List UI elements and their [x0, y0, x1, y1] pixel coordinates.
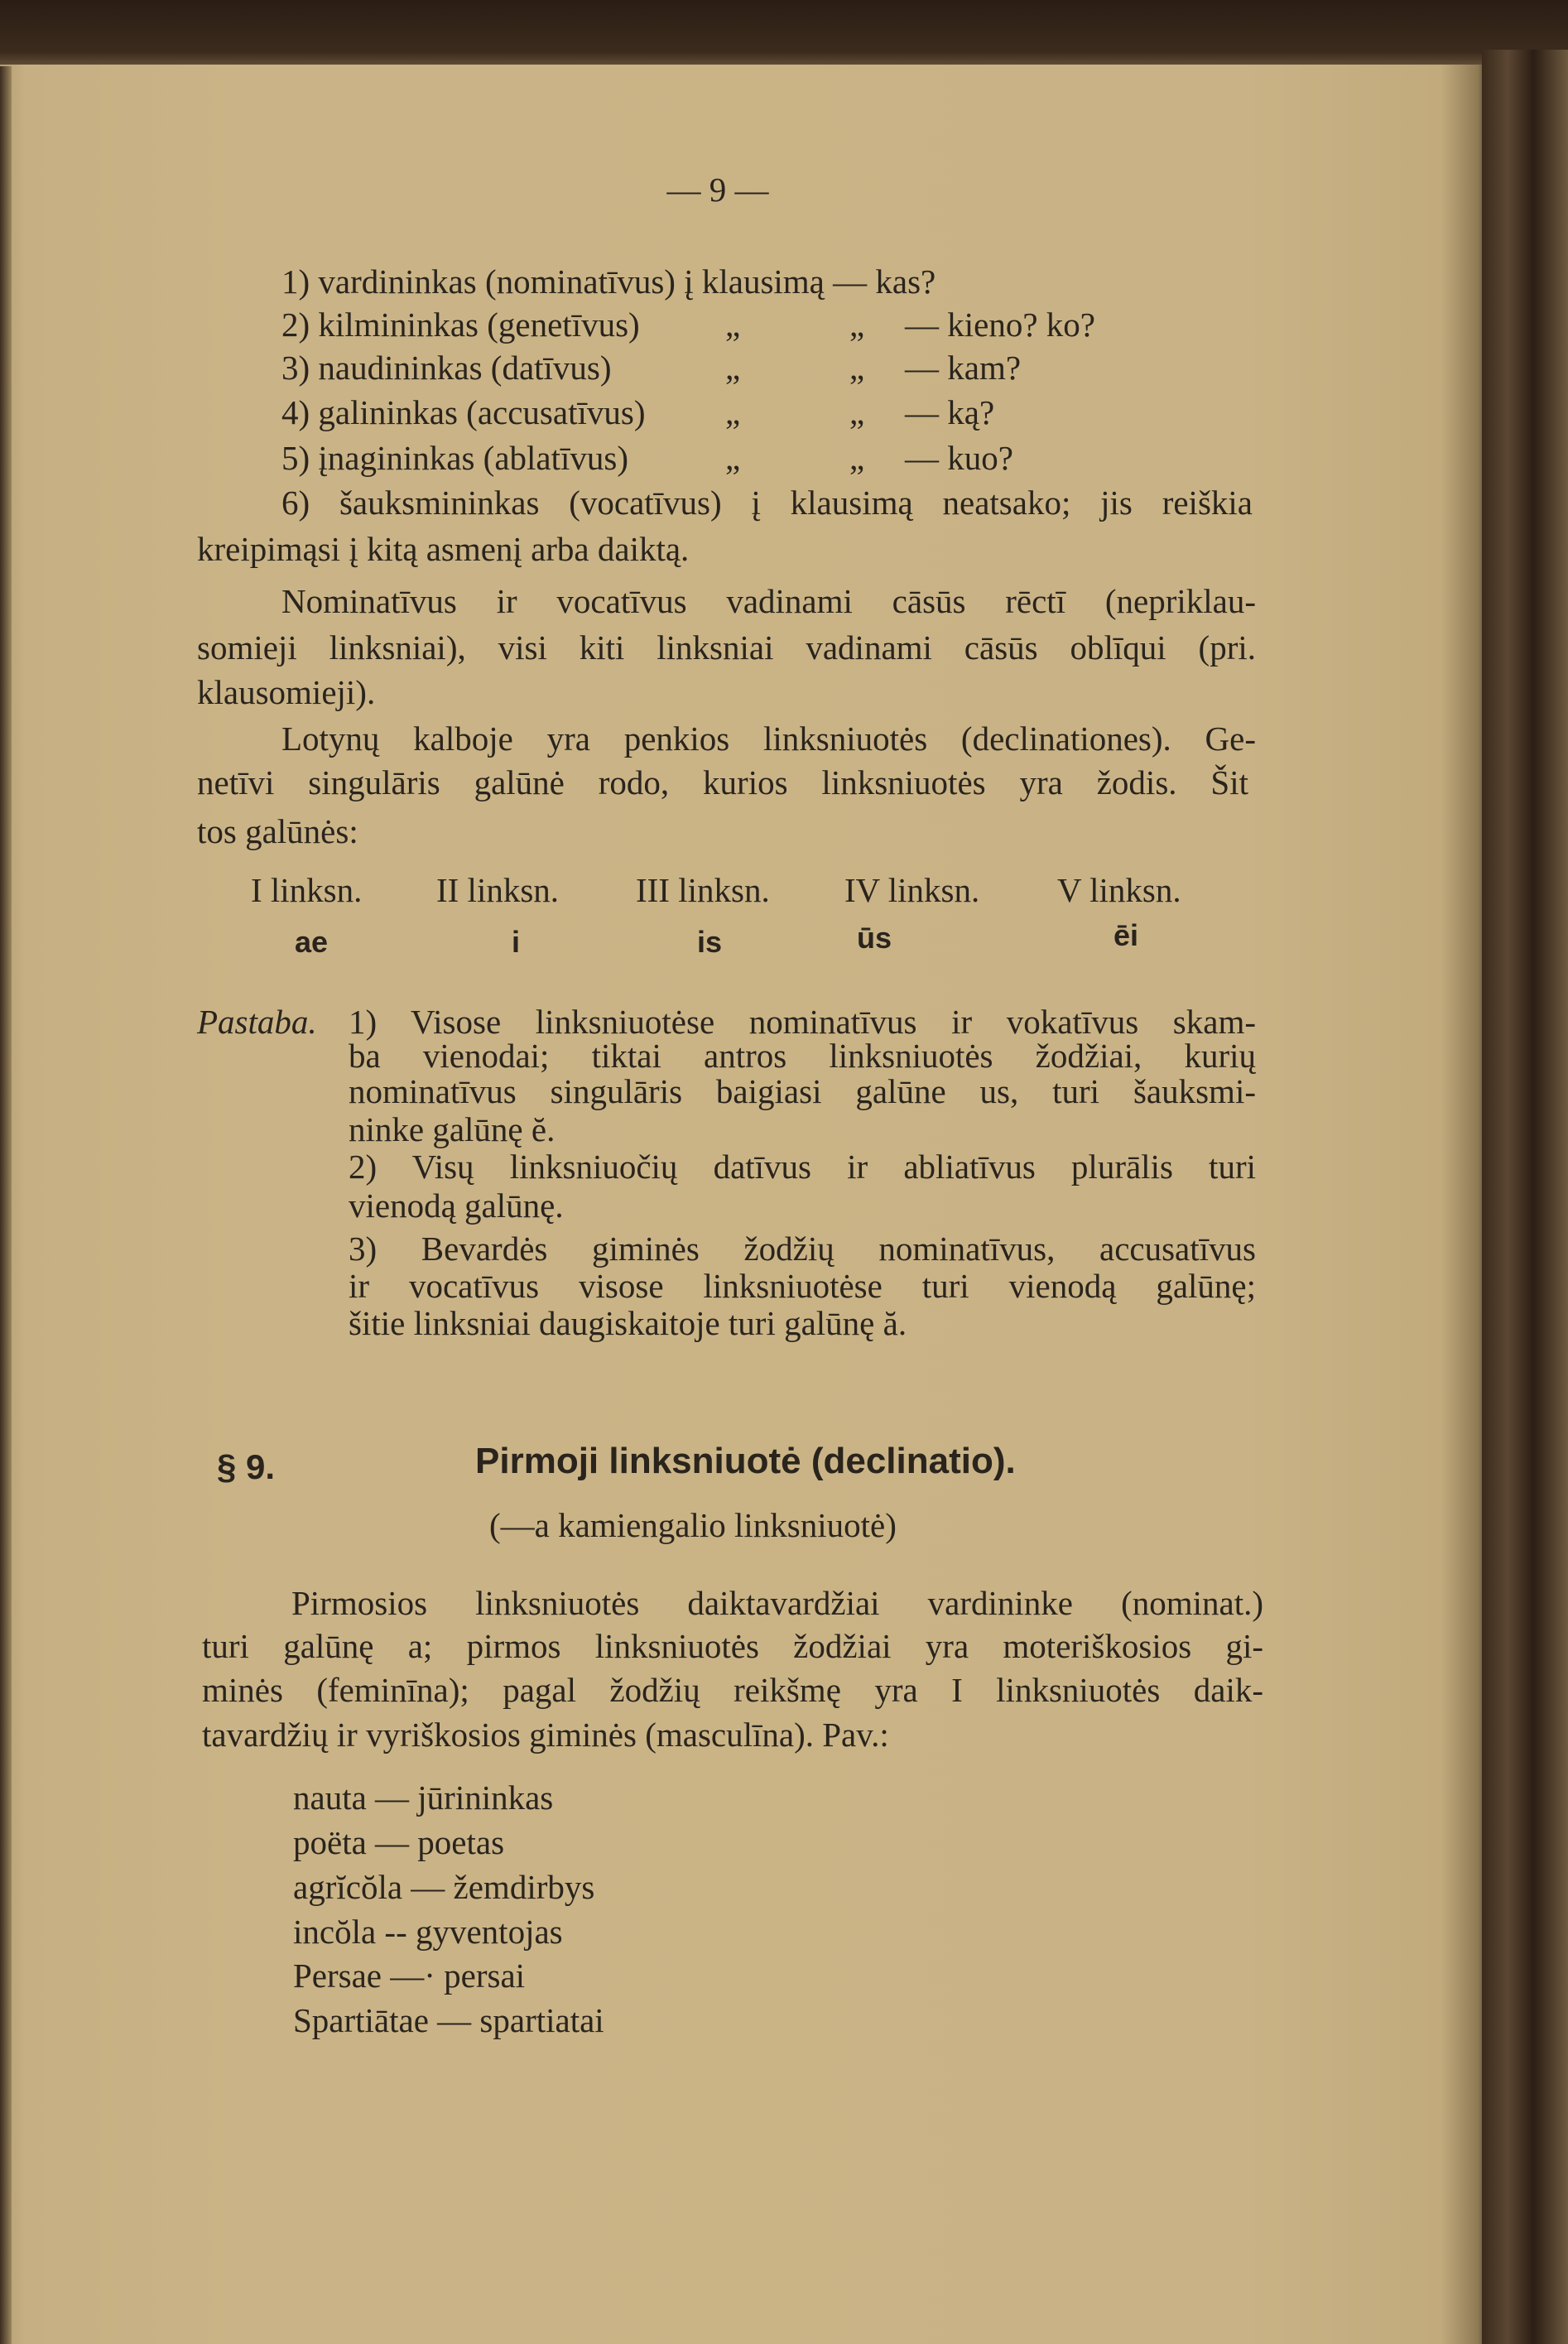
- note-line: ba vienodai; tiktai antros linksniuotės žodžiai, kurių: [349, 1037, 1256, 1075]
- example-word: Spartiātae — spartiatai: [293, 2001, 604, 2039]
- paragraph-line: Pirmosios linksniuotės daiktavardžiai vardininke (nominat.): [291, 1584, 1263, 1622]
- case-label: 2) kilmininkas (genetīvus): [281, 306, 640, 344]
- section-number: § 9.: [217, 1447, 276, 1486]
- ditto-mark: „: [849, 306, 865, 344]
- example-word: poëta — poetas: [293, 1823, 505, 1861]
- case-question: — ką?: [905, 393, 995, 431]
- note-line: šitie linksniai daugiskaitoje turi galūnę ă.: [349, 1304, 907, 1342]
- book-page: [0, 65, 1490, 2344]
- scan-top-border: [0, 0, 1568, 75]
- ditto-mark: „: [725, 393, 741, 431]
- declension-ending: ūs: [857, 921, 892, 955]
- paragraph-line: Lotynų kalboje yra penkios linksniuotės (declinationes). Ge-: [281, 720, 1256, 758]
- paragraph-line: tos galūnės:: [197, 812, 358, 850]
- declension-header: I linksn.: [251, 871, 363, 909]
- case-6-line: 6) šauksmininkas (vocatīvus) į klausimą neatsako; jis reiškia: [281, 484, 1253, 522]
- declension-ending: i: [512, 925, 521, 959]
- declension-header: V linksn.: [1057, 871, 1181, 909]
- note-label: Pastaba.: [197, 1003, 317, 1041]
- example-word: incŏla -- gyventojas: [293, 1913, 563, 1951]
- note-line: 2) Visų linksniuočių datīvus ir abliatīvus plurālis turi: [349, 1148, 1256, 1186]
- declension-header: IV linksn.: [844, 871, 980, 909]
- declension-ending: is: [697, 925, 723, 959]
- case-line: 1) vardininkas (nominatīvus) į klausimą — kas?: [281, 262, 936, 301]
- note-line: 3) Bevardės giminės žodžių nominatīvus, accusatīvus: [349, 1230, 1256, 1268]
- note-line: vienodą galūnę.: [349, 1186, 564, 1225]
- scan-left-edge: [0, 66, 12, 2344]
- note-line: nominatīvus singulāris baigiasi galūne us, turi šauksmi-: [349, 1072, 1256, 1110]
- declension-header: III linksn.: [636, 871, 770, 909]
- declension-header: II linksn.: [436, 871, 560, 909]
- paragraph-line: minės (feminīna); pagal žodžių reikšmę yra I linksniuotės daik-: [202, 1671, 1263, 1709]
- case-label: 5) įnagininkas (ablatīvus): [281, 439, 629, 477]
- case-label: 4) galininkas (accusatīvus): [281, 393, 646, 431]
- section-title: Pirmoji linksniuotė (declinatio).: [475, 1441, 1016, 1481]
- case-6-line: kreipimąsi į kitą asmenį arba daiktą.: [197, 530, 690, 568]
- ditto-mark: „: [849, 439, 865, 477]
- paragraph-line: turi galūnę a; pirmos linksniuotės žodžiai yra moteriškosios gi-: [202, 1627, 1263, 1665]
- example-word: nauta — jūrininkas: [293, 1778, 554, 1817]
- declension-ending: ēi: [1113, 918, 1139, 952]
- paragraph-line: somieji linksniai), visi kiti linksniai vadinami cāsūs oblīqui (pri.: [197, 628, 1256, 667]
- example-word: Persae —· persai: [293, 1957, 526, 1995]
- ditto-mark: „: [849, 393, 865, 431]
- note-line: ninke galūnę ĕ.: [349, 1110, 556, 1148]
- case-question: — kuo?: [905, 439, 1013, 477]
- note-line: ir vocatīvus visose linksniuotėse turi vienodą galūnę;: [349, 1267, 1256, 1305]
- page-number: — 9 —: [666, 171, 769, 209]
- note-line: 1) Visose linksniuotėse nominatīvus ir vokatīvus skam-: [349, 1003, 1256, 1041]
- ditto-mark: „: [725, 306, 741, 344]
- ditto-mark: „: [725, 349, 741, 387]
- case-label: 3) naudininkas (datīvus): [281, 349, 612, 387]
- declension-ending: ae: [295, 925, 329, 959]
- paragraph-line: klausomieji).: [197, 673, 376, 711]
- paragraph-line: tavardžių ir vyriškosios giminės (masculīna). Pav.:: [202, 1716, 889, 1754]
- paragraph-line: netīvi singulāris galūnė rodo, kurios linksniuotės yra žodis. Šit: [197, 763, 1248, 801]
- ditto-mark: „: [725, 439, 741, 477]
- book-binding-edge: [1482, 50, 1568, 2344]
- section-subtitle: (—a kamiengalio linksniuotė): [489, 1506, 897, 1544]
- case-question: — kieno? ko?: [905, 306, 1095, 344]
- example-word: agrĭcŏla — žemdirbys: [293, 1868, 595, 1906]
- ditto-mark: „: [849, 349, 865, 387]
- paragraph-line: Nominatīvus ir vocatīvus vadinami cāsūs rēctī (nepriklau-: [281, 582, 1256, 620]
- case-question: — kam?: [905, 349, 1022, 387]
